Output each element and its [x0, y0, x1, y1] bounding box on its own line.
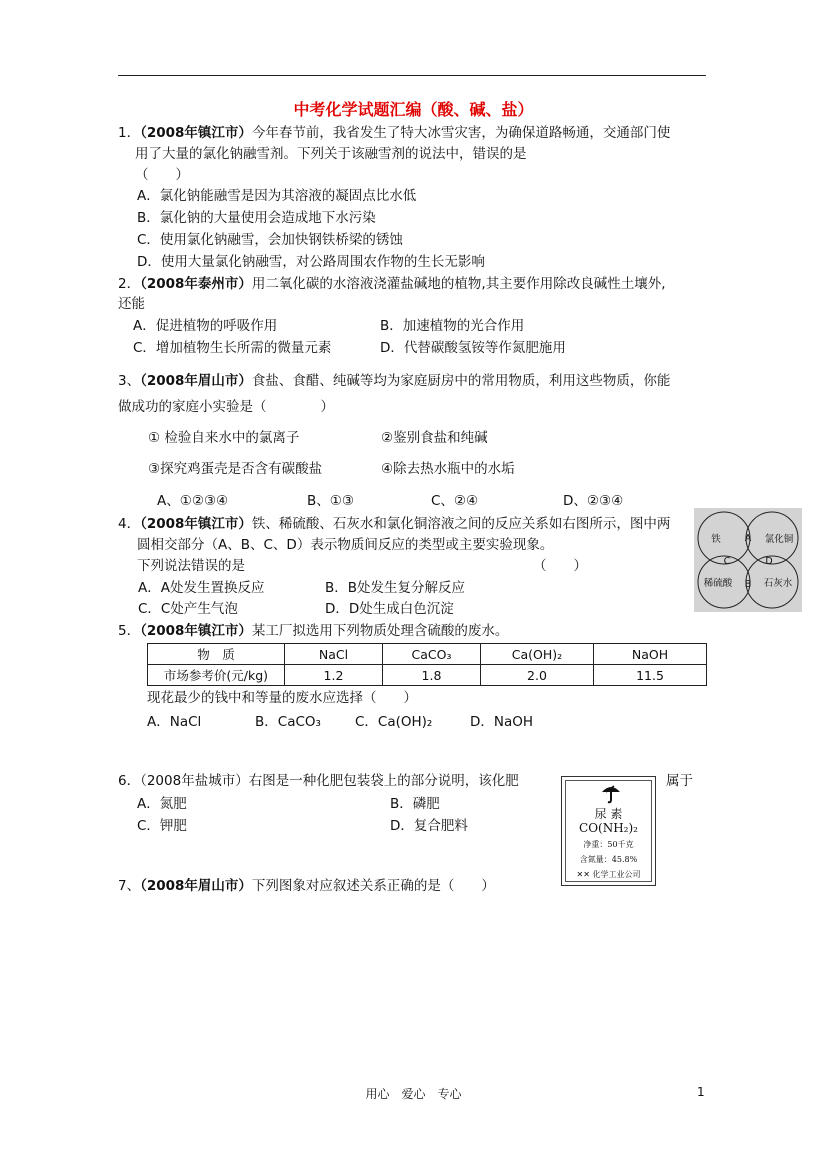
- q1-option-d: D．使用大量氯化钠融雪，对公路周围农作物的生长无影响: [137, 254, 485, 270]
- q3-item-1: ① 检验自来水中的氯离子: [148, 430, 300, 446]
- q3-item-4: ④除去热水瓶中的水垢: [381, 461, 515, 477]
- venn-label-sulfuric-acid: 稀硫酸: [703, 578, 733, 589]
- q6-option-d: D．复合肥料: [390, 818, 468, 834]
- q4-number: 4．: [118, 516, 141, 532]
- header-rule: [118, 75, 706, 76]
- q3-option-a: A、①②③④: [157, 493, 229, 509]
- q2-option-a: A．促进植物的呼吸作用: [133, 318, 278, 334]
- q1-answer-bracket: （ ）: [135, 167, 189, 183]
- q7-stem-1: 下列图象对应叙述关系正确的是（ ）: [251, 878, 495, 894]
- venn-label-limewater: 石灰水: [763, 578, 793, 589]
- q1-source: （2008年镇江市）: [140, 125, 252, 141]
- q6-line1: [118, 772, 519, 790]
- q4-stem-3: 下列说法错误的是: [137, 558, 245, 574]
- q6-source: （2008年盐城市）: [140, 773, 249, 789]
- q4-option-d: D．D处生成白色沉淀: [325, 601, 454, 617]
- q6-stem-1: 右图是一种化肥包装袋上的部分说明，该化肥: [248, 773, 519, 789]
- q4-option-c: C．C处产生气泡: [138, 601, 238, 617]
- q5-stem-2: 现花最少的钱中和等量的废水应选择（ ）: [147, 690, 417, 706]
- table-cell: NaCl: [285, 644, 383, 665]
- q4-stem-1: 铁、稀硫酸、石灰水和氯化铜溶液之间的反应关系如右图所示，图中两: [251, 516, 671, 532]
- bag-product-name: 尿 素: [594, 807, 623, 821]
- q2-number: 2．: [118, 276, 141, 292]
- table-header-cell: 市场参考价(元/kg): [148, 665, 285, 686]
- table-cell: 2.0: [481, 665, 594, 686]
- q5-line1: [118, 622, 508, 640]
- table-row: [148, 644, 707, 665]
- q3-option-d: D、②③④: [563, 493, 624, 509]
- q6-option-b: B．磷肥: [390, 796, 440, 812]
- q3-option-b: B、①③: [307, 493, 354, 509]
- table-cell: 1.8: [383, 665, 481, 686]
- q3-line1: [118, 372, 670, 390]
- q2-stem-1: 用二氧化碳的水溶液浇灌盐碱地的植物,其主要作用除改良碱性土壤外,: [251, 276, 666, 292]
- table-cell: Ca(OH)₂: [481, 644, 594, 665]
- q5-option-b: B．CaCO₃: [255, 714, 321, 730]
- q3-source: （2008年眉山市）: [140, 373, 252, 389]
- venn-svg: [694, 508, 802, 612]
- price-table: [147, 643, 707, 686]
- q6-number: 6．: [118, 773, 141, 789]
- umbrella-icon: [601, 783, 621, 805]
- q1-stem-2: 用了大量的氯化钠融雪剂。下列关于该融雪剂的说法中，错误的是: [135, 146, 527, 162]
- venn-region-b: B: [744, 579, 752, 590]
- q2-option-b: B．加速植物的光合作用: [380, 318, 525, 334]
- q2-option-c: C．增加植物生长所需的微量元素: [133, 340, 332, 356]
- bag-inner-border: [565, 780, 652, 882]
- q5-number: 5．: [118, 623, 141, 639]
- q3-item-2: ②鉴别食盐和纯碱: [381, 430, 488, 446]
- venn-label-copper-chloride: 氯化铜: [764, 534, 794, 545]
- q6-option-c: C．钾肥: [137, 818, 187, 834]
- q2-line1: [118, 275, 666, 293]
- venn-label-iron: 铁: [711, 534, 721, 545]
- q4-answer-bracket: （ ）: [533, 558, 587, 574]
- q3-number: 3、: [118, 373, 141, 389]
- q5-source: （2008年镇江市）: [140, 623, 252, 639]
- venn-region-c: C: [723, 556, 731, 567]
- venn-diagram: [694, 508, 802, 612]
- q1-stem-1: 今年春节前，我省发生了特大冰雪灾害，为确保道路畅通，交通部门使: [251, 125, 671, 141]
- q2-source: （2008年泰州市）: [140, 276, 252, 292]
- q2-option-d: D．代替碳酸氢铵等作氮肥施用: [380, 340, 566, 356]
- q3-stem-1: 食盐、食醋、纯碱等均为家庭厨房中的常用物质，利用这些物质，你能: [251, 373, 671, 389]
- bag-company: ✕✕ 化学工业公司: [576, 870, 641, 879]
- bag-nitrogen-content: 含氮量：45.8%: [579, 855, 638, 864]
- q3-stem-2: 做成功的家庭小实验是（ ）: [118, 399, 334, 415]
- q4-option-a: A．A处发生置换反应: [138, 580, 265, 596]
- table-header-cell: 物 质: [148, 644, 285, 665]
- footer-motto: 用心 爱心 专心: [365, 1087, 462, 1101]
- q1-line1: [118, 124, 670, 142]
- fertilizer-bag-label: [561, 776, 656, 886]
- page-title: 中考化学试题汇编（酸、碱、盐）: [293, 100, 534, 119]
- q4-option-b: B．B处发生复分解反应: [325, 580, 466, 596]
- q4-line1: [118, 515, 670, 533]
- q3-item-3: ③探究鸡蛋壳是否含有碳酸盐: [148, 461, 323, 477]
- bag-formula: CO(NH₂)₂: [579, 821, 638, 835]
- q5-stem-1: 某工厂拟选用下列物质处理含硫酸的废水。: [251, 623, 509, 639]
- venn-region-a: A: [744, 533, 752, 544]
- page-number: 1: [697, 1085, 705, 1099]
- q6-stem-end: 属于: [666, 773, 693, 789]
- q4-stem-2: 圆相交部分（A、B、C、D）表示物质间反应的类型或主要实验现象。: [137, 537, 554, 553]
- q5-option-d: D．NaOH: [470, 714, 534, 730]
- table-cell: NaOH: [594, 644, 707, 665]
- q4-source: （2008年镇江市）: [140, 516, 252, 532]
- q5-option-a: A．NaCl: [147, 714, 202, 730]
- table-row: [148, 665, 707, 686]
- table-cell: 11.5: [594, 665, 707, 686]
- q1-option-a: A．氯化钠能融雪是因为其溶液的凝固点比水低: [137, 188, 417, 204]
- q2-stem-2: 还能: [118, 296, 145, 312]
- q7-source: （2008年眉山市）: [140, 878, 252, 894]
- q1-option-b: B．氯化钠的大量使用会造成地下水污染: [137, 210, 376, 226]
- q7-line1: [118, 877, 495, 895]
- table-cell: 1.2: [285, 665, 383, 686]
- venn-region-d: D: [765, 556, 773, 567]
- q3-option-c: C、②④: [431, 493, 479, 509]
- q1-option-c: C．使用氯化钠融雪，会加快钢铁桥梁的锈蚀: [137, 232, 403, 248]
- q6-option-a: A．氮肥: [137, 796, 187, 812]
- bag-net-weight: 净重：50千克: [583, 840, 634, 849]
- q1-number: 1．: [118, 125, 141, 141]
- q5-option-c: C．Ca(OH)₂: [355, 714, 433, 730]
- q7-number: 7、: [118, 878, 141, 894]
- table-cell: CaCO₃: [383, 644, 481, 665]
